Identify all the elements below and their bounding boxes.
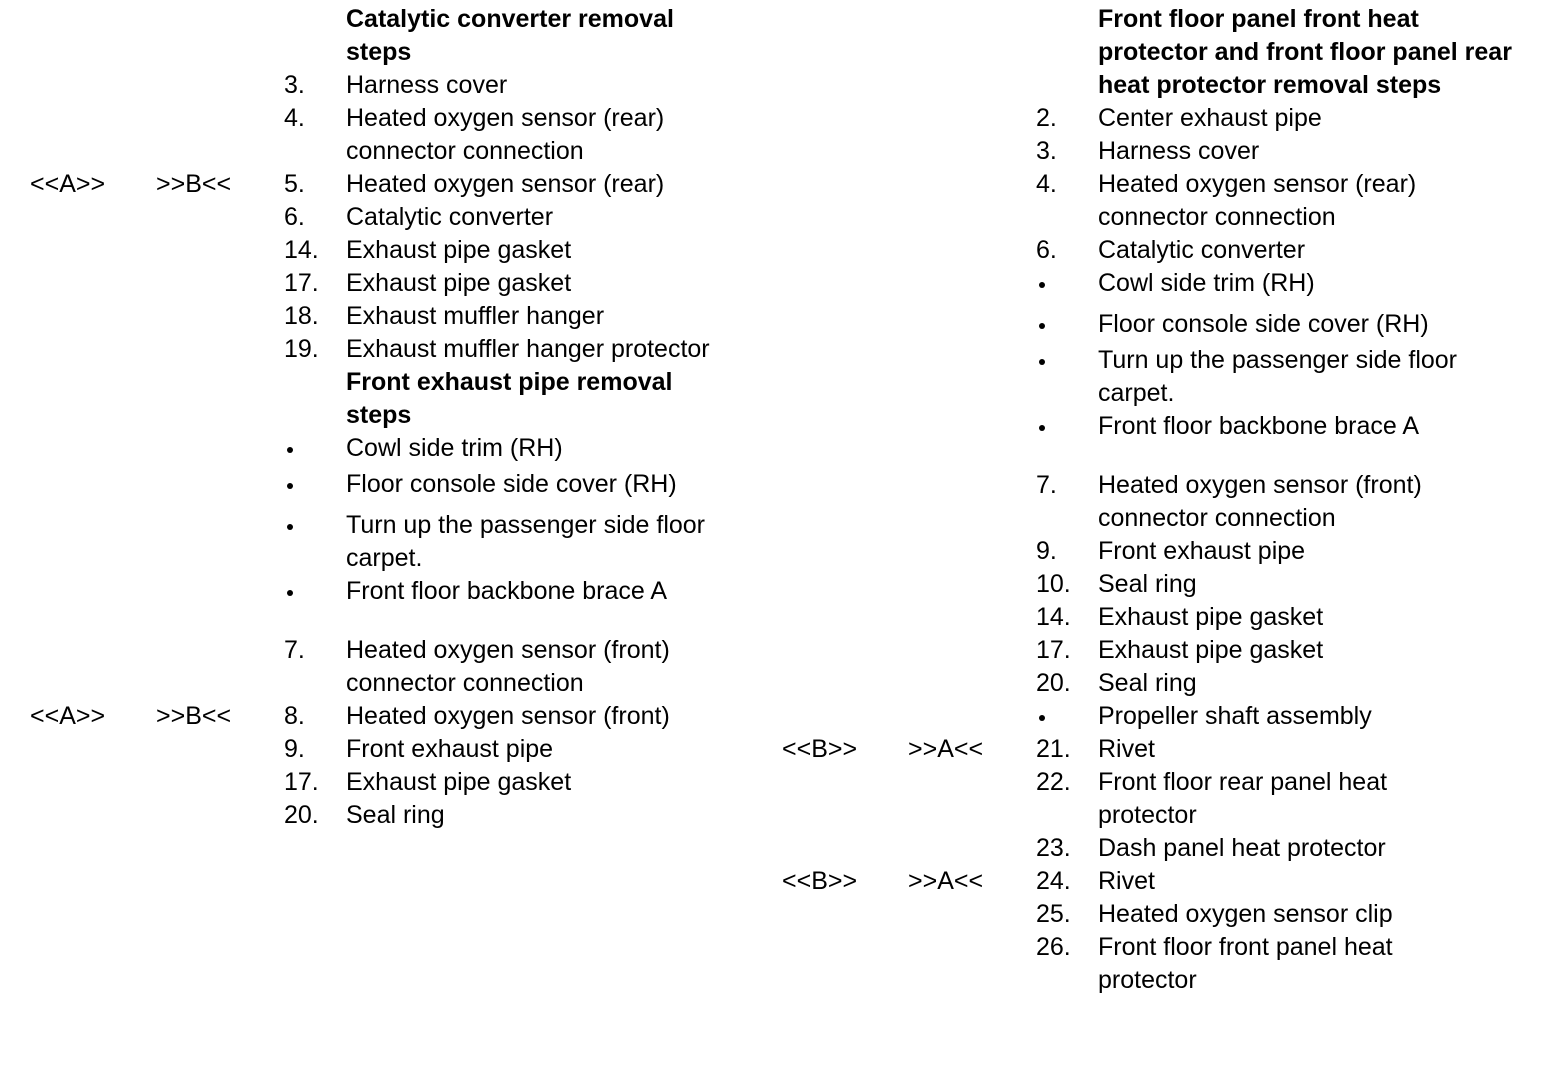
section-heading bbox=[30, 366, 775, 432]
list-item bbox=[30, 766, 775, 799]
removal-reference: >>B<< bbox=[156, 170, 232, 198]
section-heading bbox=[30, 3, 775, 69]
step-text: Catalytic converter bbox=[346, 203, 554, 231]
list-item bbox=[30, 700, 775, 733]
list-item bbox=[782, 733, 1562, 766]
step-text: Front exhaust pipe bbox=[1098, 537, 1306, 565]
step-text: Harness cover bbox=[346, 71, 508, 99]
step-number: 22. bbox=[1036, 768, 1071, 796]
list-item bbox=[782, 667, 1562, 700]
step-number: 3. bbox=[1036, 137, 1057, 165]
step-text: Center exhaust pipe bbox=[1098, 104, 1322, 132]
list-item bbox=[782, 535, 1562, 568]
list-item bbox=[782, 102, 1562, 135]
list-item bbox=[782, 168, 1562, 234]
step-text: Floor console side cover (RH) bbox=[346, 470, 677, 498]
list-item bbox=[782, 898, 1562, 931]
removal-reference: >>A<< bbox=[908, 735, 984, 763]
list-item bbox=[30, 575, 775, 608]
list-item bbox=[30, 69, 775, 102]
step-text: Front floor backbone brace A bbox=[346, 577, 668, 605]
list-item bbox=[782, 234, 1562, 267]
step-text: Front floor rear panel heat protector bbox=[1098, 768, 1388, 829]
bullet-icon bbox=[1039, 323, 1045, 329]
step-number: 19. bbox=[284, 335, 319, 363]
step-text: Heated oxygen sensor (front) connector connection bbox=[1098, 471, 1422, 532]
list-item bbox=[30, 234, 775, 267]
list-item bbox=[30, 509, 775, 575]
section-heading-text: Catalytic converter removal steps bbox=[346, 5, 674, 66]
list-item bbox=[782, 135, 1562, 168]
list-item bbox=[30, 168, 775, 201]
step-text: Front floor front panel heat protector bbox=[1098, 933, 1393, 994]
step-number: 10. bbox=[1036, 570, 1071, 598]
step-text: Exhaust muffler hanger bbox=[346, 302, 605, 330]
list-item bbox=[782, 267, 1562, 300]
step-number: 7. bbox=[1036, 471, 1057, 499]
list-item bbox=[782, 634, 1562, 667]
list-item bbox=[30, 468, 775, 501]
step-number: 3. bbox=[284, 71, 305, 99]
step-number: 14. bbox=[1036, 603, 1071, 631]
step-text: Exhaust pipe gasket bbox=[1098, 603, 1324, 631]
list-item bbox=[782, 308, 1562, 341]
step-number: 9. bbox=[284, 735, 305, 763]
step-number: 21. bbox=[1036, 735, 1071, 763]
step-text: Exhaust pipe gasket bbox=[346, 236, 572, 264]
step-text: Exhaust muffler hanger protector bbox=[346, 335, 710, 363]
install-reference: <<B>> bbox=[782, 867, 858, 895]
bullet-icon bbox=[1039, 425, 1045, 431]
step-number: 7. bbox=[284, 636, 305, 664]
step-number: 24. bbox=[1036, 867, 1071, 895]
list-item bbox=[782, 568, 1562, 601]
list-item bbox=[782, 766, 1562, 832]
install-reference: <<A>> bbox=[30, 170, 106, 198]
step-number: 25. bbox=[1036, 900, 1071, 928]
step-text: Cowl side trim (RH) bbox=[346, 434, 563, 462]
step-number: 17. bbox=[284, 768, 319, 796]
install-reference: <<B>> bbox=[782, 735, 858, 763]
step-text: Heated oxygen sensor (front) bbox=[346, 702, 670, 730]
section-heading bbox=[782, 3, 1562, 102]
step-text: Heated oxygen sensor (rear) bbox=[346, 170, 665, 198]
list-item bbox=[30, 267, 775, 300]
step-number: 5. bbox=[284, 170, 305, 198]
step-text: Rivet bbox=[1098, 735, 1155, 763]
step-text: Propeller shaft assembly bbox=[1098, 702, 1372, 730]
bullet-icon bbox=[287, 483, 293, 489]
step-text: Exhaust pipe gasket bbox=[346, 768, 572, 796]
step-text: Exhaust pipe gasket bbox=[1098, 636, 1324, 664]
step-text: Dash panel heat protector bbox=[1098, 834, 1386, 862]
list-item bbox=[782, 344, 1562, 410]
list-item bbox=[30, 733, 775, 766]
bullet-icon bbox=[287, 447, 293, 453]
step-text: Heated oxygen sensor clip bbox=[1098, 900, 1393, 928]
bullet-icon bbox=[1039, 282, 1045, 288]
step-text: Catalytic converter bbox=[1098, 236, 1306, 264]
list-item bbox=[30, 300, 775, 333]
step-text: Front exhaust pipe bbox=[346, 735, 554, 763]
step-text: Exhaust pipe gasket bbox=[346, 269, 572, 297]
step-text: Heated oxygen sensor (rear) connector connection bbox=[1098, 170, 1417, 231]
step-number: 6. bbox=[1036, 236, 1057, 264]
list-item bbox=[30, 333, 775, 366]
step-text: Seal ring bbox=[1098, 570, 1197, 598]
step-number: 9. bbox=[1036, 537, 1057, 565]
list-item bbox=[782, 865, 1562, 898]
left-column bbox=[30, 3, 775, 832]
step-number: 2. bbox=[1036, 104, 1057, 132]
list-item bbox=[782, 469, 1562, 535]
list-item bbox=[782, 700, 1562, 733]
step-number: 18. bbox=[284, 302, 319, 330]
step-text: Floor console side cover (RH) bbox=[1098, 310, 1429, 338]
step-text: Seal ring bbox=[1098, 669, 1197, 697]
step-number: 23. bbox=[1036, 834, 1071, 862]
list-item bbox=[30, 432, 775, 465]
step-text: Rivet bbox=[1098, 867, 1155, 895]
step-text: Heated oxygen sensor (front) connector connection bbox=[346, 636, 670, 697]
removal-reference: >>B<< bbox=[156, 702, 232, 730]
list-item bbox=[782, 832, 1562, 865]
step-text: Heated oxygen sensor (rear) connector connection bbox=[346, 104, 665, 165]
list-item bbox=[30, 799, 775, 832]
bullet-icon bbox=[1039, 715, 1045, 721]
step-number: 26. bbox=[1036, 933, 1071, 961]
section-heading-text: Front exhaust pipe removal steps bbox=[346, 368, 673, 429]
step-number: 20. bbox=[1036, 669, 1071, 697]
right-column bbox=[782, 3, 1562, 997]
list-item bbox=[30, 201, 775, 234]
bullet-icon bbox=[287, 590, 293, 596]
step-text: Turn up the passenger side floor carpet. bbox=[1098, 346, 1458, 407]
step-text: Seal ring bbox=[346, 801, 445, 829]
step-number: 4. bbox=[284, 104, 305, 132]
step-number: 17. bbox=[1036, 636, 1071, 664]
removal-reference: >>A<< bbox=[908, 867, 984, 895]
step-text: Harness cover bbox=[1098, 137, 1260, 165]
step-text: Front floor backbone brace A bbox=[1098, 412, 1420, 440]
list-item bbox=[782, 601, 1562, 634]
list-item bbox=[30, 102, 775, 168]
bullet-icon bbox=[1039, 359, 1045, 365]
step-number: 4. bbox=[1036, 170, 1057, 198]
step-number: 17. bbox=[284, 269, 319, 297]
list-item bbox=[30, 634, 775, 700]
section-heading-text: Front floor panel front heat protector and front floor panel rear heat protector removal steps bbox=[1098, 5, 1512, 99]
step-text: Turn up the passenger side floor carpet. bbox=[346, 511, 706, 572]
bullet-icon bbox=[287, 524, 293, 530]
list-item bbox=[782, 410, 1562, 443]
list-item bbox=[782, 931, 1562, 997]
step-number: 6. bbox=[284, 203, 305, 231]
step-number: 8. bbox=[284, 702, 305, 730]
step-text: Cowl side trim (RH) bbox=[1098, 269, 1315, 297]
step-number: 20. bbox=[284, 801, 319, 829]
install-reference: <<A>> bbox=[30, 702, 106, 730]
step-number: 14. bbox=[284, 236, 319, 264]
